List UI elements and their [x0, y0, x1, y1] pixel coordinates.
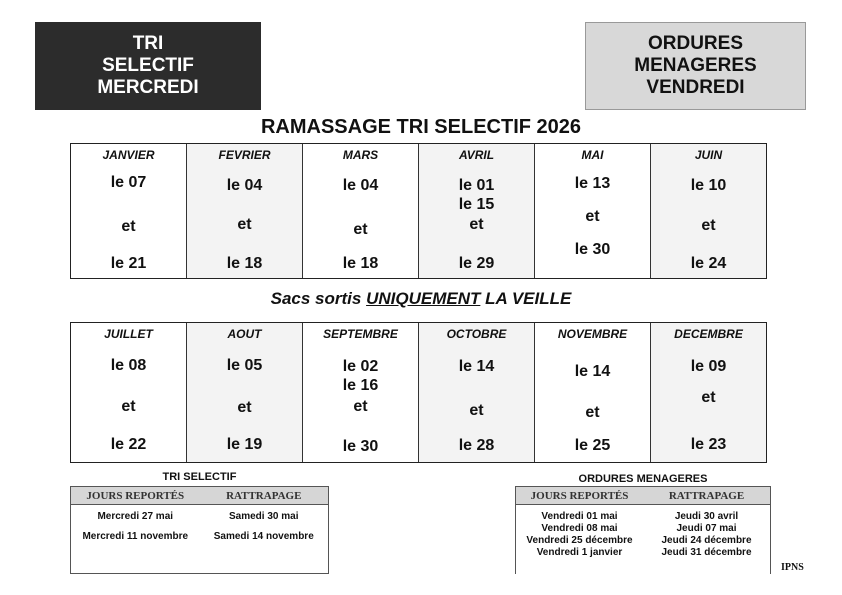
conjunction: et — [469, 216, 484, 233]
month-column-janvier — [71, 144, 187, 278]
tri-selectif-box — [35, 22, 261, 110]
table-row — [516, 547, 770, 559]
table-row — [71, 531, 328, 542]
collection-day: le 05 — [226, 357, 263, 374]
month-column-novembre — [535, 323, 651, 462]
month-name: MAI — [581, 148, 604, 162]
month-column-octobre — [419, 323, 535, 462]
conjunction: et — [121, 218, 136, 235]
collection-day: le 02 — [342, 358, 379, 375]
month-name: JUIN — [694, 148, 723, 162]
month-column-decembre — [651, 323, 766, 462]
conjunction: et — [701, 389, 716, 406]
reported-day: Vendredi 25 décembre — [526, 535, 633, 546]
catch-up-day: Jeudi 07 mai — [676, 523, 737, 534]
ipns-mark: IPNS — [781, 562, 804, 573]
table-row — [516, 523, 770, 535]
month-name: NOVEMBRE — [557, 327, 628, 341]
conjunction: et — [237, 216, 252, 233]
column-header-jours-reportes: JOURS REPORTÉS — [86, 489, 185, 502]
month-name: AOUT — [227, 327, 262, 341]
collection-day: le 09 — [690, 358, 727, 375]
catch-up-day: Samedi 30 mai — [229, 511, 299, 522]
table-row — [71, 511, 328, 522]
calendar-first-half — [70, 143, 767, 279]
reported-day: Mercredi 27 mai — [97, 511, 174, 522]
collection-day: le 13 — [574, 175, 611, 192]
collection-day: le 14 — [458, 358, 495, 375]
collection-day: le 16 — [342, 377, 379, 394]
collection-day: le 24 — [690, 255, 727, 272]
om-box-line: ORDURES — [647, 33, 743, 54]
collection-day: le 04 — [342, 177, 379, 194]
collection-day: le 30 — [342, 438, 379, 455]
tri-report-table — [70, 486, 329, 574]
month-name: JUILLET — [104, 327, 153, 341]
instruction-subtitle — [0, 289, 842, 309]
subtitle-emphasis: UNIQUEMENT — [366, 289, 481, 308]
reported-day: Vendredi 08 mai — [541, 523, 618, 534]
catch-up-day: Jeudi 30 avril — [674, 511, 739, 522]
collection-day: le 25 — [574, 437, 611, 454]
tri-box-line: MERCREDI — [97, 77, 199, 98]
conjunction: et — [585, 208, 600, 225]
conjunction: et — [469, 402, 484, 419]
conjunction: et — [585, 404, 600, 421]
month-column-fevrier — [187, 144, 303, 278]
om-report-title: ORDURES MENAGERES — [578, 473, 708, 485]
collection-day: le 10 — [690, 177, 727, 194]
calendar-second-half — [70, 322, 767, 463]
reported-day: Vendredi 1 janvier — [536, 547, 623, 558]
collection-day: le 19 — [226, 436, 263, 453]
collection-day: le 30 — [574, 241, 611, 258]
month-column-juin — [651, 144, 766, 278]
collection-day: le 21 — [110, 255, 147, 272]
month-name: SEPTEMBRE — [323, 327, 398, 341]
catch-up-day: Samedi 14 novembre — [213, 531, 314, 542]
collection-day: le 23 — [690, 436, 727, 453]
column-header-jours-reportes: JOURS REPORTÉS — [530, 489, 629, 502]
month-column-mai — [535, 144, 651, 278]
conjunction: et — [353, 398, 368, 415]
month-column-mars — [303, 144, 419, 278]
subtitle-text: LA VEILLE — [480, 289, 572, 308]
reported-day: Mercredi 11 novembre — [82, 531, 189, 542]
month-name: JANVIER — [102, 148, 155, 162]
catch-up-day: Jeudi 24 décembre — [661, 535, 752, 546]
month-name: FEVRIER — [218, 148, 271, 162]
collection-day: le 15 — [458, 196, 495, 213]
conjunction: et — [237, 399, 252, 416]
table-header — [71, 487, 328, 505]
ordures-menageres-box — [585, 22, 806, 110]
tri-box-line: SELECTIF — [102, 55, 194, 76]
reported-day: Vendredi 01 mai — [541, 511, 618, 522]
conjunction: et — [353, 221, 368, 238]
collection-day: le 01 — [458, 177, 495, 194]
subtitle-text: Sacs sortis — [270, 289, 367, 308]
table-header — [516, 487, 770, 505]
month-name: DECEMBRE — [674, 327, 743, 341]
column-header-rattrapage: RATTRAPAGE — [668, 489, 745, 502]
collection-day: le 28 — [458, 437, 495, 454]
catch-up-day: Jeudi 31 décembre — [661, 547, 752, 558]
month-column-avril — [419, 144, 535, 278]
om-box-line: VENDREDI — [646, 77, 745, 98]
month-column-septembre — [303, 323, 419, 462]
month-column-aout — [187, 323, 303, 462]
collection-day: le 18 — [226, 255, 263, 272]
table-row — [516, 535, 770, 547]
om-report-table — [515, 486, 771, 574]
collection-day: le 04 — [226, 177, 263, 194]
tri-report-title: TRI SELECTIF — [162, 471, 237, 483]
page-title: RAMASSAGE TRI SELECTIF 2026 — [260, 116, 582, 138]
conjunction: et — [121, 398, 136, 415]
collection-day: le 18 — [342, 255, 379, 272]
table-row — [516, 511, 770, 523]
month-name: OCTOBRE — [446, 327, 507, 341]
month-column-juillet — [71, 323, 187, 462]
tri-box-line: TRI — [132, 33, 164, 54]
collection-day: le 29 — [458, 255, 495, 272]
collection-day: le 14 — [574, 363, 611, 380]
month-name: AVRIL — [458, 148, 495, 162]
collection-day: le 07 — [110, 174, 147, 191]
om-box-line: MENAGERES — [634, 55, 757, 76]
conjunction: et — [701, 217, 716, 234]
month-name: MARS — [342, 148, 379, 162]
collection-day: le 08 — [110, 357, 147, 374]
column-header-rattrapage: RATTRAPAGE — [226, 489, 302, 502]
collection-day: le 22 — [110, 436, 147, 453]
